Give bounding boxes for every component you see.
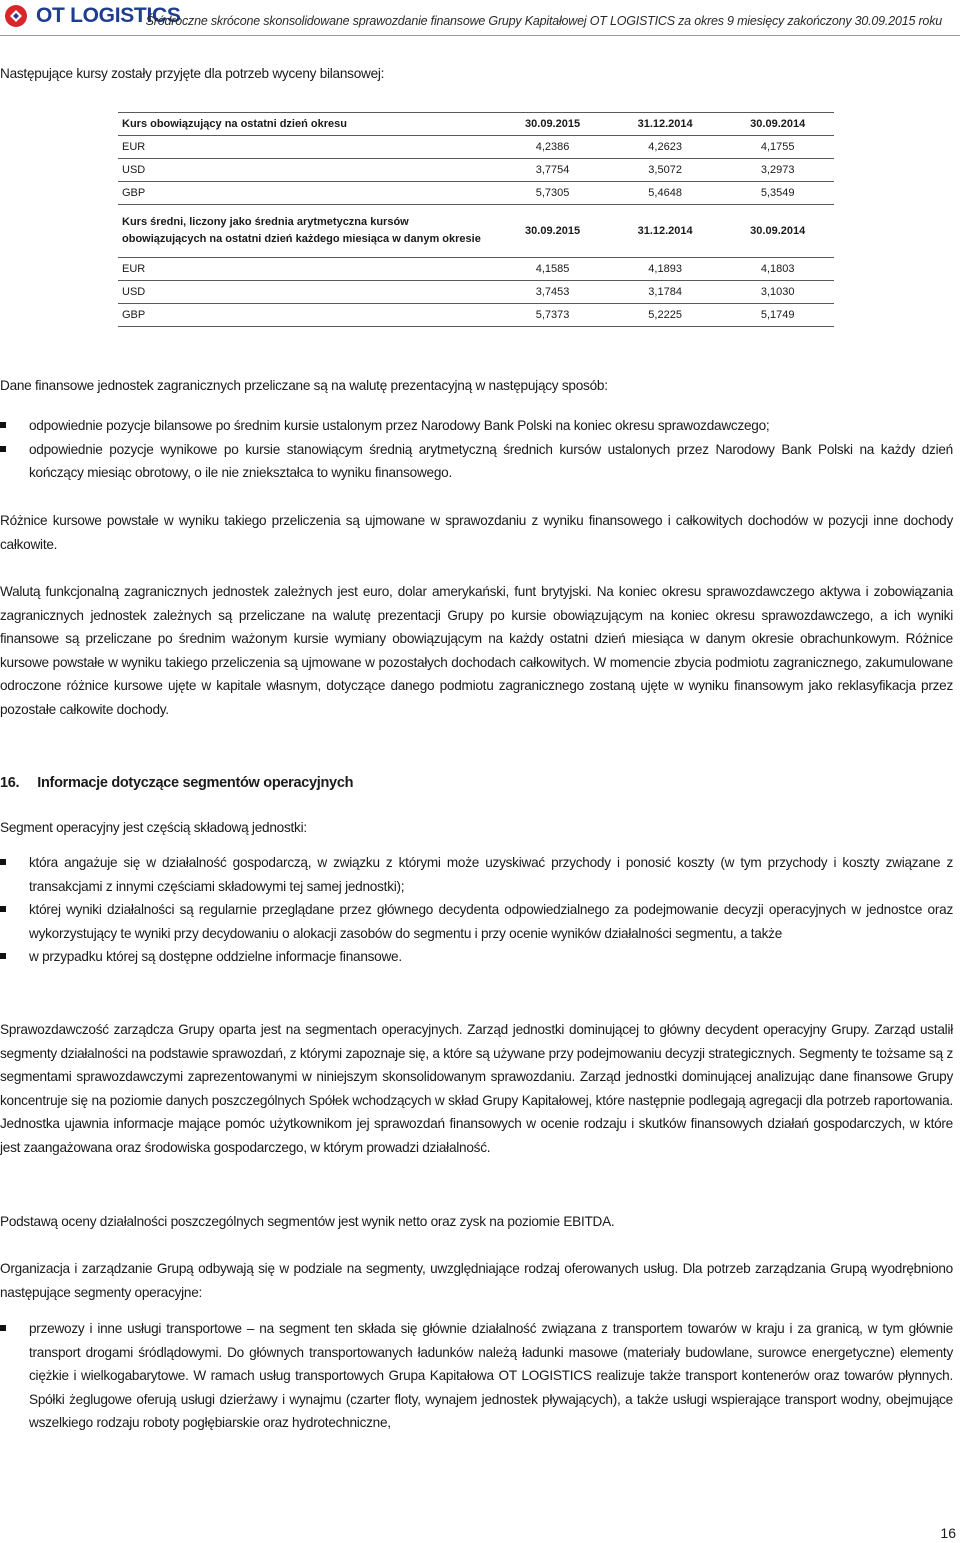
closing-rate-header-row [118,113,834,136]
square-bullet-icon [0,859,6,865]
section-title: Informacje dotyczące segmentów operacyjnych [37,775,354,791]
ot-logistics-logo-icon [4,4,28,28]
management-reporting-paragraph: Sprawozdawczość zarządcza Grupy oparta jest na segmentach operacyjnych. Zarząd jednostki dominującej to główny decydent operacyjny Grupy. Zarząd ustalił segmenty działalności na podstawie sprawozdań, z którymi zapoznaje się, a które są używane przy podejmowaniu decyzji strategicznych. Segmenty te tożsame są z segmentami sprawozdawczymi zaprezentowanymi w niniejszym skonsolidowanym sprawozdaniu. Zarząd jednostki dominującej analizując dane finansowe Grupy koncentruje się na poziomie danych poszczególnych Spółek wchodzących w skład Grupy Kapitałowej, które następnie podlegają agregacji dla potrzeb raportowania. Jednostka ujawnia informacje mające pomóc użytkownikom jej sprawozdań finansowych w ocenie rodzaju i skutków finansowych działań gospodarczych, w które jest zaangażowana oraz środowiska gospodarczego, w którym prowadzi działalność. [0,1022,953,1155]
evaluation-basis-paragraph: Podstawą oceny działalności poszczególnych segmentów jest wynik netto oraz zysk na poziomie EBITDA. [0,1214,615,1229]
logo-text: OT LOGISTICS [36,4,181,27]
list-item [0,438,953,485]
section-number: 16. [0,775,20,791]
list-item [0,414,953,438]
currency-cell: USD [118,281,496,304]
rate-cell: 5,3549 [721,182,834,205]
intro-text: Następujące kursy zostały przyjęte dla potrzeb wyceny bilansowej: [0,66,385,81]
rate-cell: 5,7305 [496,182,609,205]
rate-cell: 4,1755 [721,136,834,159]
list-item-text: odpowiednie pozycje bilansowe po średnim kursie ustalonym przez Narodowy Bank Polski na koniec okresu sprawozdawczego; [29,418,770,433]
rate-cell: 5,1749 [721,304,834,327]
rate-cell: 5,4648 [609,182,722,205]
square-bullet-icon [0,953,6,959]
average-rate-label: Kurs średni, liczony jako średnia arytmetyczna kursów obowiązujących na ostatni dzień każdego miesiąca w danym okresie [118,205,496,258]
rate-cell: 4,2386 [496,136,609,159]
currency-cell: GBP [118,182,496,205]
square-bullet-icon [0,906,6,912]
rate-cell: 4,1585 [496,258,609,281]
rate-cell: 4,1803 [721,258,834,281]
operating-segments-list [0,1317,953,1435]
currency-cell: EUR [118,136,496,159]
table-row [118,281,834,304]
currency-cell: GBP [118,304,496,327]
rate-cell: 3,5072 [609,159,722,182]
segment-lead: Segment operacyjny jest częścią składową jednostki: [0,820,307,835]
segment-definition-list [0,851,953,969]
square-bullet-icon [0,446,6,452]
list-item-text: której wyniki działalności są regularnie przeglądane przez głównego decydenta odpowiedzialnego za podejmowanie decyzji operacyjnych w jednostce oraz wykorzystujący te wyniki przy decydowaniu o alokacji zasobów do segmentu i przy ocenie wyników działalności segmentu, a także [29,902,953,941]
rate-cell: 3,7453 [496,281,609,304]
currency-cell: USD [118,159,496,182]
section-heading [0,775,353,791]
table-row [118,182,834,205]
square-bullet-icon [0,1325,6,1331]
translation-lead: Dane finansowe jednostek zagranicznych przeliczane są na walutę prezentacyjną w następujący sposób: [0,378,608,393]
table-row [118,159,834,182]
table-row [118,258,834,281]
list-item-text: która angażuje się w działalność gospodarczą, w związku z którymi może uzyskiwać przychody i ponosić koszty (w tym przychody i koszty związane z transakcjami z innymi częściami składowymi tej samej jednostki); [29,855,953,894]
closing-rate-label: Kurs obowiązujący na ostatni dzień okresu [118,113,496,136]
list-item [0,1317,953,1435]
list-item-text: przewozy i inne usługi transportowe – na segment ten składa się głównie działalność związana z transportem towarów w kraju i za granicą, w tym głównie transport drogami śródlądowymi. Do głównych transportowanych ładunków należą ładunki masowe (materiały budowlane, surowce energetyczne) elementy ciężkie i wielkogabarytowe. W ramach usług transportowych Grupa Kapitałowa OT LOGISTICS realizuje także transport kontenerów oraz towarów płynnych. Spółki żeglugowe oferują usługi dzierżawy i wynajmu (czarter floty, wynajem jednostek pływających), a także usługi wspierające transport wodny, obejmujące wszelkiego rodzaju roboty pogłębiarskie oraz hydrotechniczne, [29,1321,953,1430]
rate-cell: 3,1784 [609,281,722,304]
rate-cell: 4,2623 [609,136,722,159]
date-cell: 31.12.2014 [609,113,722,136]
header-divider [0,35,960,36]
table-row [118,136,834,159]
list-item-text: w przypadku której są dostępne oddzielne informacje finansowe. [29,949,402,964]
date-cell: 30.09.2015 [496,205,609,258]
currency-cell: EUR [118,258,496,281]
average-rate-header-row [118,205,834,258]
functional-currency-paragraph: Walutą funkcjonalną zagranicznych jednostek zależnych jest euro, dolar amerykański, funt brytyjski. Na koniec okresu sprawozdawczego aktywa i zobowiązania zagranicznych jednostek zależnych są przeliczane na walutę prezentacji Grupy po kursie obowiązującym na koniec okresu sprawozdawczego, a ich wyniki finansowe są przeliczane po średnim ważonym kursie wymiany obowiązującym na każdy ostatni dzień miesiąca w danym okresie obrachunkowym. Różnice kursowe powstałe w wyniku takiego przeliczenia są ujmowane w pozostałych dochodach całkowitych. W momencie zbycia podmiotu zagranicznego, zakumulowane odroczone różnice kursowe ujęte w kapitale własnym, dotyczące danego podmiotu zagranicznego zostaną ujęte w wyniku finansowym jako reklasyfikacja przez pozostałe całkowite dochody. [0,584,953,717]
exchange-rates-table [118,112,834,327]
rate-cell: 3,7754 [496,159,609,182]
header-title: Śródroczne skrócone skonsolidowane sprawozdanie finansowe Grupy Kapitałowej OT LOGISTICS za okres 9 miesięcy zakończony 30.09.2015 roku [145,14,942,28]
rate-cell: 3,1030 [721,281,834,304]
organization-paragraph: Organizacja i zarządzanie Grupą odbywają się w podziale na segmenty, uwzględniające rodzaj oferowanych usług. Dla potrzeb zarządzania Grupą wyodrębniono następujące segmenty operacyjne: [0,1261,953,1300]
list-item-text: odpowiednie pozycje wynikowe po kursie stanowiącym średnią arytmetyczną średnich kursów ustalonych przez Narodowy Bank Polski na każdy dzień kończący miesiąc obrotowy, o ile nie zniekształca to wyniku finansowego. [29,441,953,480]
rate-cell: 5,2225 [609,304,722,327]
page-number: 16 [940,1525,956,1541]
table-row [118,304,834,327]
list-item [0,851,953,898]
rate-cell: 4,1893 [609,258,722,281]
date-cell: 31.12.2014 [609,205,722,258]
square-bullet-icon [0,422,6,428]
date-cell: 30.09.2015 [496,113,609,136]
translation-bullet-list [0,414,953,485]
rate-cell: 3,2973 [721,159,834,182]
rate-cell: 5,7373 [496,304,609,327]
exchange-differences-paragraph: Różnice kursowe powstałe w wyniku takiego przeliczenia są ujmowane w sprawozdaniu z wyniku finansowego i całkowitych dochodów w pozycji inne dochody całkowite. [0,513,953,552]
date-cell: 30.09.2014 [721,113,834,136]
list-item [0,945,953,969]
date-cell: 30.09.2014 [721,205,834,258]
page-header [0,0,960,36]
list-item [0,898,953,945]
